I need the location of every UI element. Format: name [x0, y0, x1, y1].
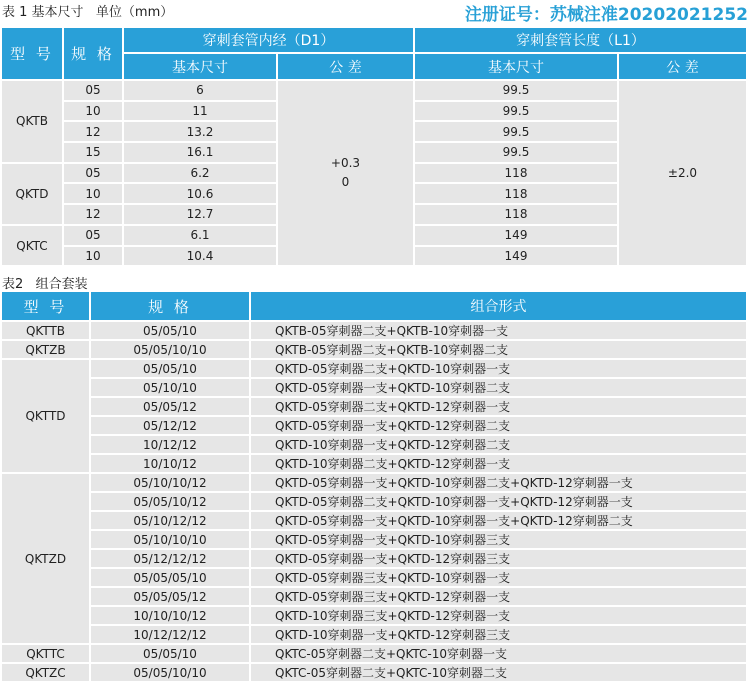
spec-cell: 05/12/12	[91, 417, 251, 436]
d1-basic-size-cell: 6	[124, 81, 278, 102]
table-row	[2, 664, 748, 683]
spec-cell: 05/10/10/10	[91, 531, 251, 550]
d1-basic-size-cell: 10.6	[124, 184, 278, 205]
spec-cell: 05/05/05/10	[91, 569, 251, 588]
type-cell: QKTTD	[2, 360, 91, 474]
l1-basic-size-cell: 118	[415, 205, 619, 226]
header-d1-basic-size: 基本尺寸	[124, 54, 278, 81]
basic-size-table	[2, 28, 748, 267]
table-row	[2, 493, 748, 512]
header-type: 型 号	[2, 28, 64, 81]
d1-basic-size-cell: 16.1	[124, 143, 278, 164]
d1-basic-size-cell: 6.1	[124, 226, 278, 247]
spec-cell: 10	[64, 184, 124, 205]
header-l1-basic-size: 基本尺寸	[415, 54, 619, 81]
registration-number: 注册证号：苏械注准20202021252	[464, 5, 748, 25]
combination-cell: QKTD-10穿刺器三支+QKTD-12穿刺器一支	[251, 607, 748, 626]
table-row	[2, 455, 748, 474]
combination-cell: QKTD-10穿刺器一支+QKTD-12穿刺器三支	[251, 626, 748, 645]
l1-basic-size-cell: 118	[415, 184, 619, 205]
type-cell: QKTD	[2, 164, 64, 226]
type-cell: QKTTC	[2, 645, 91, 664]
spec-cell: 05/10/10/12	[91, 474, 251, 493]
combination-cell: QKTD-05穿刺器三支+QKTD-10穿刺器一支	[251, 569, 748, 588]
combination-cell: QKTD-10穿刺器一支+QKTD-12穿刺器二支	[251, 436, 748, 455]
table-row	[2, 531, 748, 550]
type-cell: QKTTB	[2, 322, 91, 341]
spec-cell: 10/10/12	[91, 455, 251, 474]
l1-basic-size-cell: 99.5	[415, 143, 619, 164]
combination-cell: QKTD-05穿刺器二支+QKTD-12穿刺器一支	[251, 398, 748, 417]
l1-basic-size-cell: 99.5	[415, 122, 619, 143]
header-d1-tolerance: 公 差	[278, 54, 415, 81]
type-cell: QKTZB	[2, 341, 91, 360]
spec-cell: 05/05/10/10	[91, 341, 251, 360]
table-row	[2, 322, 748, 341]
combination-cell: QKTD-05穿刺器一支+QKTD-12穿刺器三支	[251, 550, 748, 569]
table-row	[2, 569, 748, 588]
spec-cell: 10	[64, 102, 124, 123]
spec-cell: 05	[64, 226, 124, 247]
combination-cell: QKTC-05穿刺器二支+QKTC-10穿刺器一支	[251, 645, 748, 664]
spec-cell: 05/12/12/12	[91, 550, 251, 569]
type-cell: QKTZC	[2, 664, 91, 683]
table-row	[2, 81, 748, 102]
type-cell: QKTB	[2, 81, 64, 164]
spec-cell: 05/05/10/12	[91, 493, 251, 512]
combination-cell: QKTD-05穿刺器一支+QKTD-10穿刺器二支	[251, 379, 748, 398]
combination-cell: QKTD-10穿刺器二支+QKTD-12穿刺器一支	[251, 455, 748, 474]
spec-cell: 05/10/12/12	[91, 512, 251, 531]
spec-cell: 12	[64, 122, 124, 143]
combination-cell: QKTD-05穿刺器一支+QKTD-10穿刺器二支+QKTD-12穿刺器一支	[251, 474, 748, 493]
spec-cell: 10/12/12	[91, 436, 251, 455]
d1-basic-size-cell: 13.2	[124, 122, 278, 143]
spec-cell: 05/05/05/12	[91, 588, 251, 607]
spec-cell: 10/10/10/12	[91, 607, 251, 626]
type-cell: QKTC	[2, 226, 64, 267]
table-row	[2, 607, 748, 626]
d1-basic-size-cell: 11	[124, 102, 278, 123]
spec-cell: 05	[64, 164, 124, 185]
header-type: 型 号	[2, 292, 91, 322]
d1-basic-size-cell: 6.2	[124, 164, 278, 185]
table-row	[2, 588, 748, 607]
combination-cell: QKTD-05穿刺器二支+QKTD-10穿刺器一支	[251, 360, 748, 379]
header-spec: 规 格	[64, 28, 124, 81]
table-row	[2, 341, 748, 360]
d1-basic-size-cell: 12.7	[124, 205, 278, 226]
l1-basic-size-cell: 149	[415, 226, 619, 247]
table-row	[2, 474, 748, 493]
l1-basic-size-cell: 149	[415, 247, 619, 268]
header-combination: 组合形式	[251, 292, 748, 322]
spec-cell: 12	[64, 205, 124, 226]
header-d1-group: 穿刺套管内经（D1）	[124, 28, 415, 54]
spec-cell: 05/05/10/10	[91, 664, 251, 683]
table-row	[2, 645, 748, 664]
combination-cell: QKTB-05穿刺器二支+QKTB-10穿刺器一支	[251, 322, 748, 341]
spec-cell: 10/12/12/12	[91, 626, 251, 645]
spec-cell: 05/05/10	[91, 360, 251, 379]
spec-cell: 05	[64, 81, 124, 102]
l1-tolerance-cell: ±2.0	[619, 81, 748, 267]
combination-cell: QKTD-05穿刺器二支+QKTD-10穿刺器一支+QKTD-12穿刺器一支	[251, 493, 748, 512]
l1-basic-size-cell: 99.5	[415, 81, 619, 102]
l1-basic-size-cell: 99.5	[415, 102, 619, 123]
spec-cell: 10	[64, 247, 124, 268]
spec-cell: 05/05/12	[91, 398, 251, 417]
table-row	[2, 550, 748, 569]
table1-caption: 表 1 基本尺寸 单位（mm）	[2, 5, 174, 20]
header-l1-tolerance: 公 差	[619, 54, 748, 81]
combination-cell: QKTD-05穿刺器一支+QKTD-10穿刺器一支+QKTD-12穿刺器二支	[251, 512, 748, 531]
spec-cell: 05/05/10	[91, 322, 251, 341]
table-row	[2, 398, 748, 417]
table2-caption: 表2 组合套装	[2, 277, 88, 292]
table-row	[2, 512, 748, 531]
spec-cell: 05/05/10	[91, 645, 251, 664]
header-l1-group: 穿刺套管长度（L1）	[415, 28, 748, 54]
header-spec: 规 格	[91, 292, 251, 322]
table-row	[2, 417, 748, 436]
combination-cell: QKTD-05穿刺器三支+QKTD-12穿刺器一支	[251, 588, 748, 607]
table-row	[2, 436, 748, 455]
spec-cell: 15	[64, 143, 124, 164]
spec-cell: 05/10/10	[91, 379, 251, 398]
table-row	[2, 379, 748, 398]
table-row	[2, 626, 748, 645]
l1-basic-size-cell: 118	[415, 164, 619, 185]
combination-cell: QKTD-05穿刺器一支+QKTD-10穿刺器三支	[251, 531, 748, 550]
d1-tolerance-upper: +0.3	[330, 156, 361, 171]
table-row	[2, 360, 748, 379]
d1-tolerance-cell	[278, 81, 415, 267]
combination-cell: QKTC-05穿刺器二支+QKTC-10穿刺器二支	[251, 664, 748, 683]
combination-set-table	[2, 292, 748, 683]
d1-basic-size-cell: 10.4	[124, 247, 278, 268]
combination-cell: QKTB-05穿刺器二支+QKTB-10穿刺器二支	[251, 341, 748, 360]
combination-cell: QKTD-05穿刺器一支+QKTD-12穿刺器二支	[251, 417, 748, 436]
d1-tolerance-lower: 0	[341, 175, 350, 190]
type-cell: QKTZD	[2, 474, 91, 645]
